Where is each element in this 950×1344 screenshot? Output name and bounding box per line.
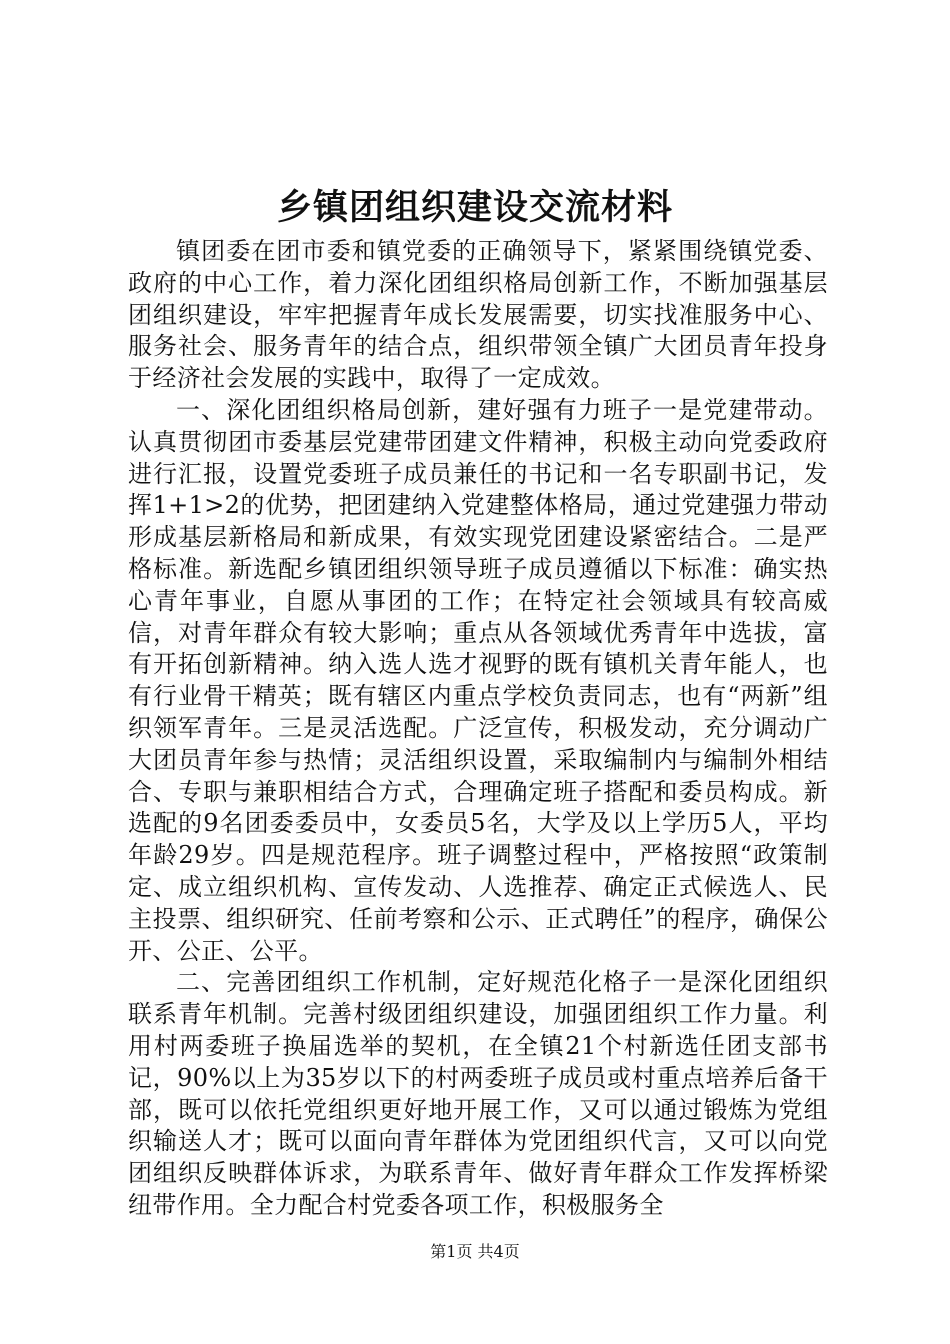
- document-body: [128, 236, 828, 1222]
- paragraph-intro: 镇团委在团市委和镇党委的正确领导下，紧紧围绕镇党委、政府的中心工作，着力深化团组织格局创新工作，不断加强基层团组织建设，牢牢把握青年成长发展需要，切实找准服务中心、服务社会、服务青年的结合点，组织带领全镇广大团员青年投身于经济社会发展的实践中，取得了一定成效。: [128, 237, 828, 393]
- page-footer: [0, 1241, 950, 1263]
- page-number-indicator: 第1页 共4页: [430, 1242, 520, 1261]
- paragraph-section-one: 一、深化团组织格局创新，建好强有力班子一是党建带动。认真贯彻团市委基层党建带团建文件精神，积极主动向党委政府进行汇报，设置党委班子成员兼任的书记和一名专职副书记，发挥1+1>2的优势，把团建纳入党建整体格局，通过党建强力带动形成基层新格局和新成果，有效实现党团建设紧密结合。二是严格标准。新选配乡镇团组织领导班子成员遵循以下标准：确实热心青年事业，自愿从事团的工作；在特定社会领域具有较高威信，对青年群众有较大影响；重点从各领域优秀青年中选拔，富有开拓创新精神。纳入选人选才视野的既有镇机关青年能人，也有行业骨干精英；既有辖区内重点学校负责同志，也有“两新”组织领军青年。三是灵活选配。广泛宣传，积极发动，充分调动广大团员青年参与热情；灵活组织设置，采取编制内与编制外相结合、专职与兼职相结合方式，合理确定班子搭配和委员构成。新选配的9名团委委员中，女委员5名，大学及以上学历5人，平均年龄29岁。四是规范程序。班子调整过程中，严格按照“政策制定、成立组织机构、宣传发动、人选推荐、确定正式候选人、民主投票、组织研究、任前考察和公示、正式聘任”的程序，确保公开、公正、公平。: [128, 395, 828, 965]
- document-title: 乡镇团组织建设交流材料: [276, 187, 673, 228]
- paragraph-section-two: 二、完善团组织工作机制，定好规范化格子一是深化团组织联系青年机制。完善村级团组织建设，加强团组织工作力量。利用村两委班子换届选举的契机，在全镇21个村新选任团支部书记，90%以上为35岁以下的村两委班子成员或村重点培养后备干部，既可以依托党组织更好地开展工作，又可以通过锻炼为党组织输送人才；既可以面向青年群体为党团组织代言，又可以向党团组织反映群体诉求，为联系青年、做好青年群众工作发挥桥梁纽带作用。全力配合村党委各项工作，积极服务全: [128, 968, 828, 1219]
